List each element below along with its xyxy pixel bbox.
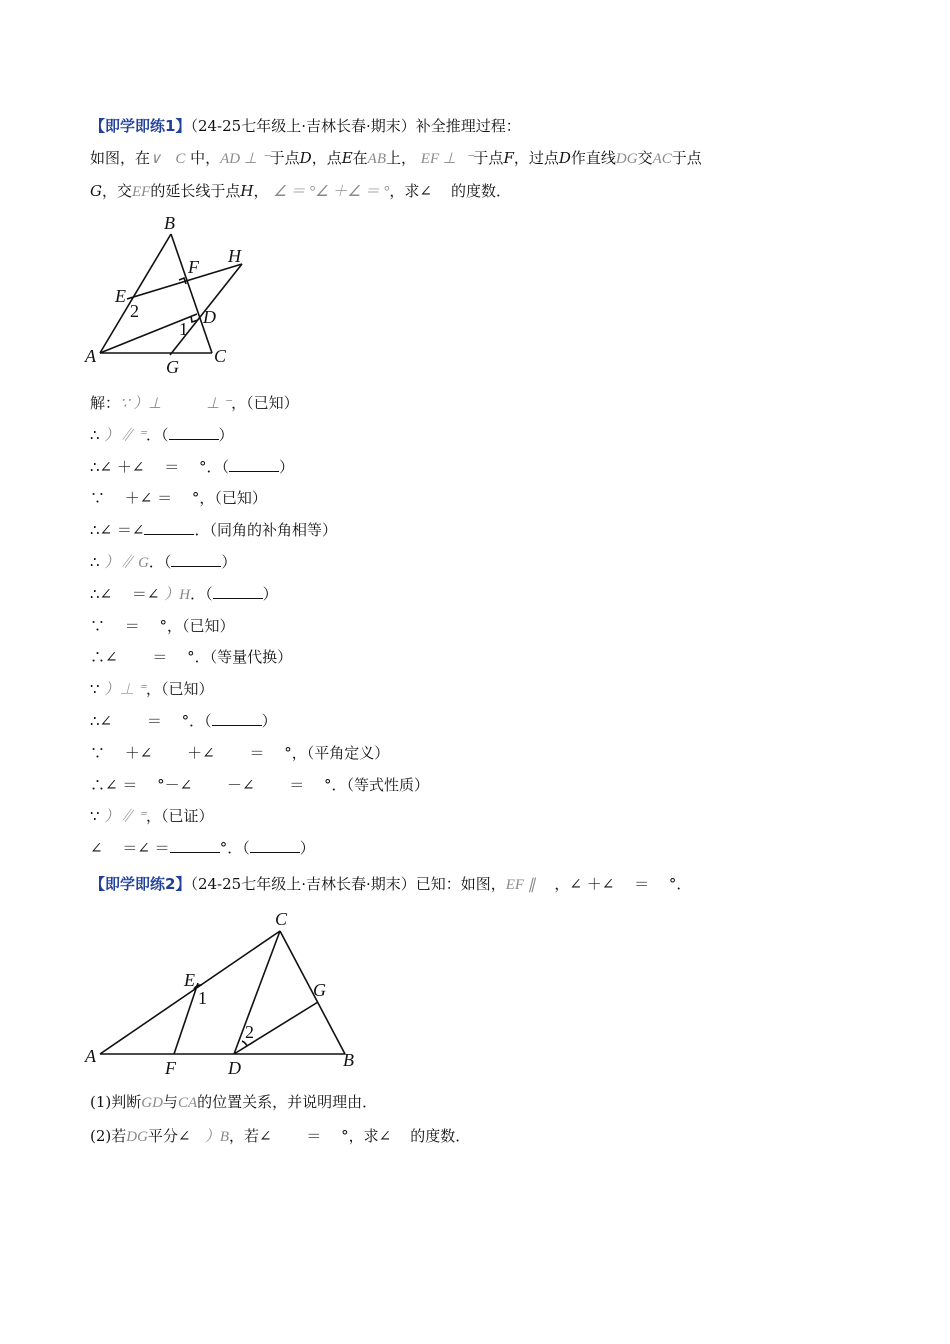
fig1-label-f: F [188,257,199,277]
fig2-label-g: G [313,980,326,1000]
solution-line: 解：∵ ）⊥ ⊥ ⁻，（已知） [90,394,299,412]
fig1-label-a: A [85,346,96,366]
figure1-triangle-diagram [80,210,280,380]
fig2-label-2: 2 [245,1022,254,1042]
answer-blank[interactable] [170,838,220,853]
solution-line: ∴ ）∥ G．（ ） [90,553,237,571]
fig1-side-ab [100,234,171,353]
answer-blank[interactable] [144,520,194,535]
answer-blank[interactable] [171,552,221,567]
exercise2-header: 【即学即练2】（24-25七年级上·吉林长春·期末）已知：如图，EF ∥ ，∠ ＋∠ ＝ °． [90,875,692,893]
fig1-label-h: H [228,246,241,266]
solution-line: ∴∠ ＝∠ ．（同角的补角相等） [90,521,337,539]
fig2-label-1: 1 [198,988,207,1008]
fig2-segment-dc [234,931,280,1054]
answer-blank[interactable] [212,711,262,726]
solution-line: ∵ ＋∠ ＋∠ ＝ °，（平角定义） [90,744,390,762]
solution-line: ∵ ）∥ ⁼，（已证） [90,807,214,825]
fig1-label-d: D [203,307,216,327]
answer-blank[interactable] [229,457,279,472]
solution-line: ∵ ＝ °，（已知） [90,617,235,635]
fig2-label-c: C [275,909,288,929]
solution-line: ∴ ）∥ ⁼．（ ） [90,426,234,444]
fig2-label-f: F [165,1058,176,1078]
fig2-label-d: D [228,1058,241,1078]
fig1-label-g: G [166,357,179,377]
exercise2-tag: 【即学即练2】 [90,875,191,893]
fig2-label-b: B [343,1050,354,1070]
figure2-triangle-diagram [80,905,370,1080]
answer-blank[interactable] [213,584,263,599]
fig2-label-a: A [85,1046,96,1066]
fig2-label-e: E [184,970,195,990]
answer-blank[interactable] [250,838,300,853]
exercise1-problem-line1: 如图，在∨ C 中，AD ⊥ ⁻于点D，点E在AB上， EF ⊥ ⁻于点F，过点D作直线DG交AC于点 [90,149,702,167]
exercise1-source: （24-25七年级上·吉林长春·期末）补全推理过程： [190,117,521,135]
solution-line: ∴∠ ＝ °．（ ） [90,712,277,730]
fig1-side-bc [171,234,212,353]
fig1-label-e: E [115,286,126,306]
solution-line: ∴∠ ＝ °．（等量代换） [90,648,293,666]
answer-blank[interactable] [169,425,219,440]
solution-line: ∴∠ ＝∠ ）H．（ ） [90,585,278,603]
exercise2-source: （24-25七年级上·吉林长春·期末）已知：如图， [190,875,506,893]
fig1-label-b: B [164,213,175,233]
fig1-label-2: 2 [130,301,139,321]
exercise2-question2: (2)若DG平分∠ ）B，若∠ ＝ °，求∠ 的度数． [90,1127,471,1145]
fig2-segment-fe [174,983,198,1054]
solution-line: ∴∠ ＋∠ ＝ °．（ ） [90,458,295,476]
exercise1-tag: 【即学即练1】 [90,117,191,135]
exercise1-problem-line2: G，交EF的延长线于点H， ∠ ＝ °∠ ＋∠ ＝ °，求∠ 的度数． [90,182,511,200]
exercise2-question1: (1)判断GD与CA的位置关系，并说明理由． [90,1093,378,1111]
fig1-label-1: 1 [179,319,188,339]
fig1-right-angle-d [191,316,198,322]
solution-line: ∠ ＝∠ ＝ °．（ ） [90,839,315,857]
solution-line: ∴∠ ＝ °－∠ －∠ ＝ °．（等式性质） [90,776,430,794]
exercise1-header [90,116,521,136]
solution-line: ∵ ＋∠ ＝ °，（已知） [90,489,267,507]
fig1-label-c: C [214,346,227,366]
solution-line: ∵ ）⊥ ⁼，（已知） [90,680,214,698]
